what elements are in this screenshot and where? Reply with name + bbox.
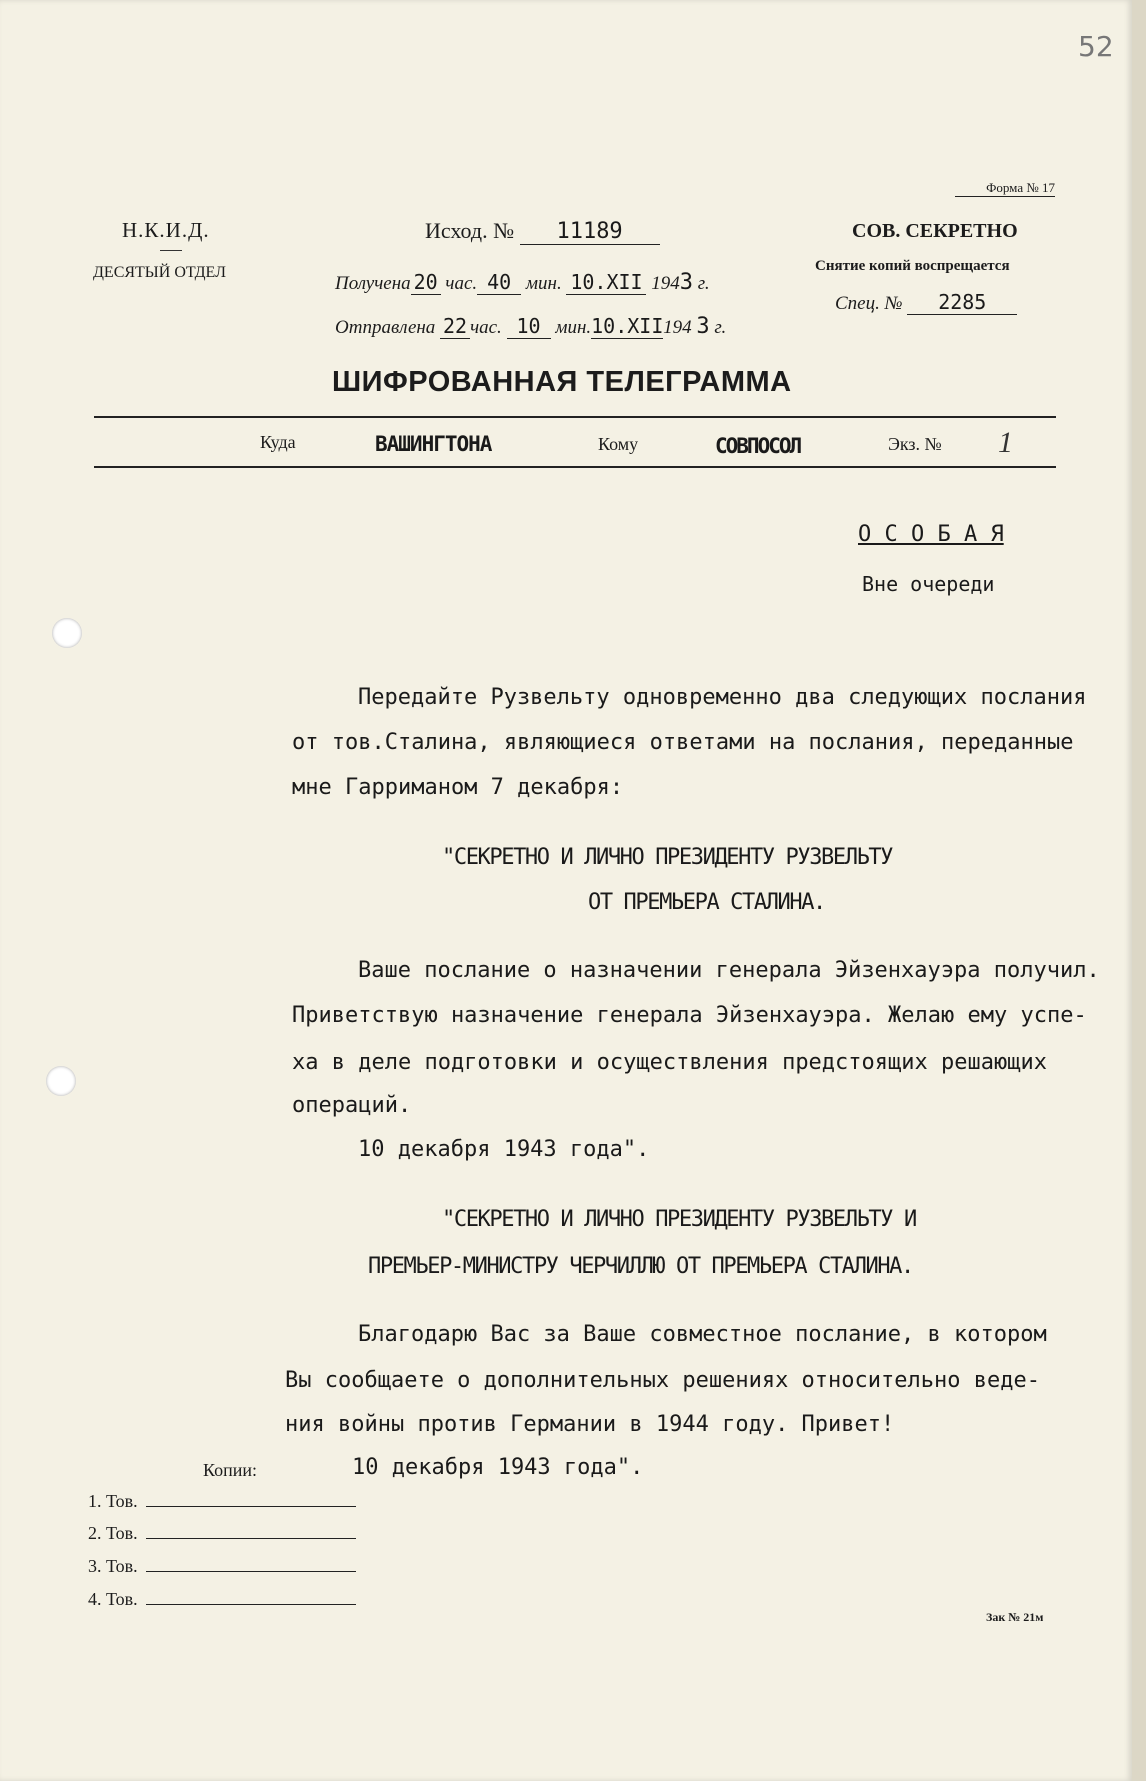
- received-year-suffix: г.: [697, 273, 710, 294]
- intro-line-3: мне Гарриманом 7 декабря:: [292, 775, 624, 800]
- telegram-title: ШИФРОВАННАЯ ТЕЛЕГРАММА: [332, 366, 792, 398]
- msg1-heading-2: ОТ ПРЕМЬЕРА СТАЛИНА.: [588, 890, 825, 915]
- routing-to-value: ВАШИНГТОНА: [375, 432, 492, 456]
- msg1-line-1: Ваше послание о назначении генерала Эйзенхауэра получил.: [358, 958, 1100, 983]
- dept-name: ДЕСЯТЫЙ ОТДЕЛ: [93, 264, 226, 281]
- routing-bottom-rule: [94, 466, 1056, 468]
- received-label: Получена: [335, 273, 411, 294]
- form-number: Форма № 17: [986, 180, 1055, 195]
- spec-row: [835, 290, 1017, 315]
- copy-line-2: [88, 1523, 356, 1544]
- copy-line-3-label: 3. Тов.: [88, 1556, 138, 1576]
- msg2-heading-1: "СЕКРЕТНО И ЛИЧНО ПРЕЗИДЕНТУ РУЗВЕЛЬТУ И: [442, 1207, 916, 1232]
- sent-row: [335, 314, 726, 339]
- received-hour: 20: [411, 270, 441, 295]
- routing-copy-value: 1: [998, 426, 1013, 459]
- sent-min: 10: [507, 314, 551, 339]
- sent-label: Отправлена: [335, 317, 436, 338]
- page-edge: [1132, 0, 1146, 1781]
- sent-year-suffix: г.: [714, 317, 727, 338]
- spec-label: Спец. №: [835, 293, 903, 314]
- msg2-line-1: Благодарю Вас за Ваше совместное послание, в котором: [358, 1322, 1047, 1347]
- priority-urgent: Вне очереди: [862, 572, 995, 596]
- received-date: 10.XII: [566, 270, 646, 295]
- msg1-line-3: ха в деле подготовки и осуществления предстоящих решающих: [292, 1050, 1047, 1075]
- copy-line-4-label: 4. Тов.: [88, 1589, 138, 1609]
- received-hour-label: час.: [445, 273, 478, 294]
- routing-top-rule: [94, 416, 1056, 418]
- archive-number: 52: [1078, 30, 1114, 63]
- msg2-heading-2: ПРЕМЬЕР-МИНИСТРУ ЧЕРЧИЛЛЮ ОТ ПРЕМЬЕРА СТАЛИНА.: [368, 1254, 913, 1279]
- routing-whom-label: Кому: [598, 434, 639, 454]
- msg1-date: 10 декабря 1943 года".: [358, 1137, 650, 1162]
- copy-line-1: [88, 1491, 356, 1512]
- sent-date: 10.XII: [591, 314, 664, 338]
- copy-note: Снятие копий воспрещается: [815, 258, 1010, 274]
- copy-line-1-label: 1. Тов.: [88, 1491, 138, 1511]
- msg2-line-2: Вы сообщаете о дополнительных решениях относительно веде-: [285, 1368, 1040, 1393]
- punch-hole-bottom: [46, 1066, 76, 1096]
- outgoing-label: Исход. №: [425, 218, 515, 243]
- sent-year-digit: 3: [696, 314, 710, 339]
- punch-hole-top: [52, 618, 82, 648]
- intro-line-1: Передайте Рузвельту одновременно два следующих послания: [358, 685, 1087, 710]
- classification: СОВ. СЕКРЕТНО: [852, 220, 1018, 242]
- copy-line-2-label: 2. Тов.: [88, 1523, 138, 1543]
- spec-number: 2285: [907, 290, 1017, 315]
- copies-label: Копии:: [203, 1460, 258, 1480]
- org-name: Н.К.И.Д.: [122, 218, 210, 242]
- priority-special: О С О Б А Я: [858, 522, 1004, 547]
- msg2-line-3: ния войны против Германии в 1944 году. Привет!: [285, 1412, 895, 1437]
- sent-hour-label: час.: [470, 317, 502, 338]
- routing-whom-value: СОВПОСОЛ: [715, 434, 801, 458]
- outgoing-number: 11189: [520, 219, 660, 245]
- received-min-label: мин.: [525, 273, 562, 294]
- org-dash: [160, 250, 182, 251]
- received-min: 40: [477, 270, 521, 295]
- outgoing-row: [425, 218, 660, 245]
- order-mark: Зак № 21м: [986, 1610, 1044, 1624]
- msg1-line-2: Приветствую назначение генерала Эйзенхауэра. Желаю ему успе-: [292, 1003, 1087, 1028]
- received-year-prefix: 194: [651, 273, 680, 294]
- msg2-date: 10 декабря 1943 года".: [352, 1455, 644, 1480]
- sent-min-label: мин.: [555, 317, 592, 338]
- intro-line-2: от тов.Сталина, являющиеся ответами на послания, переданные: [292, 730, 1074, 755]
- copy-line-3: [88, 1556, 356, 1577]
- msg1-heading-1: "СЕКРЕТНО И ЛИЧНО ПРЕЗИДЕНТУ РУЗВЕЛЬТУ: [442, 845, 893, 870]
- sent-year-prefix: 194: [663, 317, 692, 338]
- received-year-digit: 3: [679, 270, 693, 295]
- copy-line-4: [88, 1589, 356, 1610]
- msg1-line-4: операций.: [292, 1093, 412, 1118]
- routing-copy-label: Экз. №: [888, 434, 942, 454]
- routing-to-label: Куда: [260, 432, 296, 452]
- received-row: [335, 270, 710, 295]
- sent-hour: 22: [440, 314, 470, 339]
- form-label: [955, 180, 1055, 197]
